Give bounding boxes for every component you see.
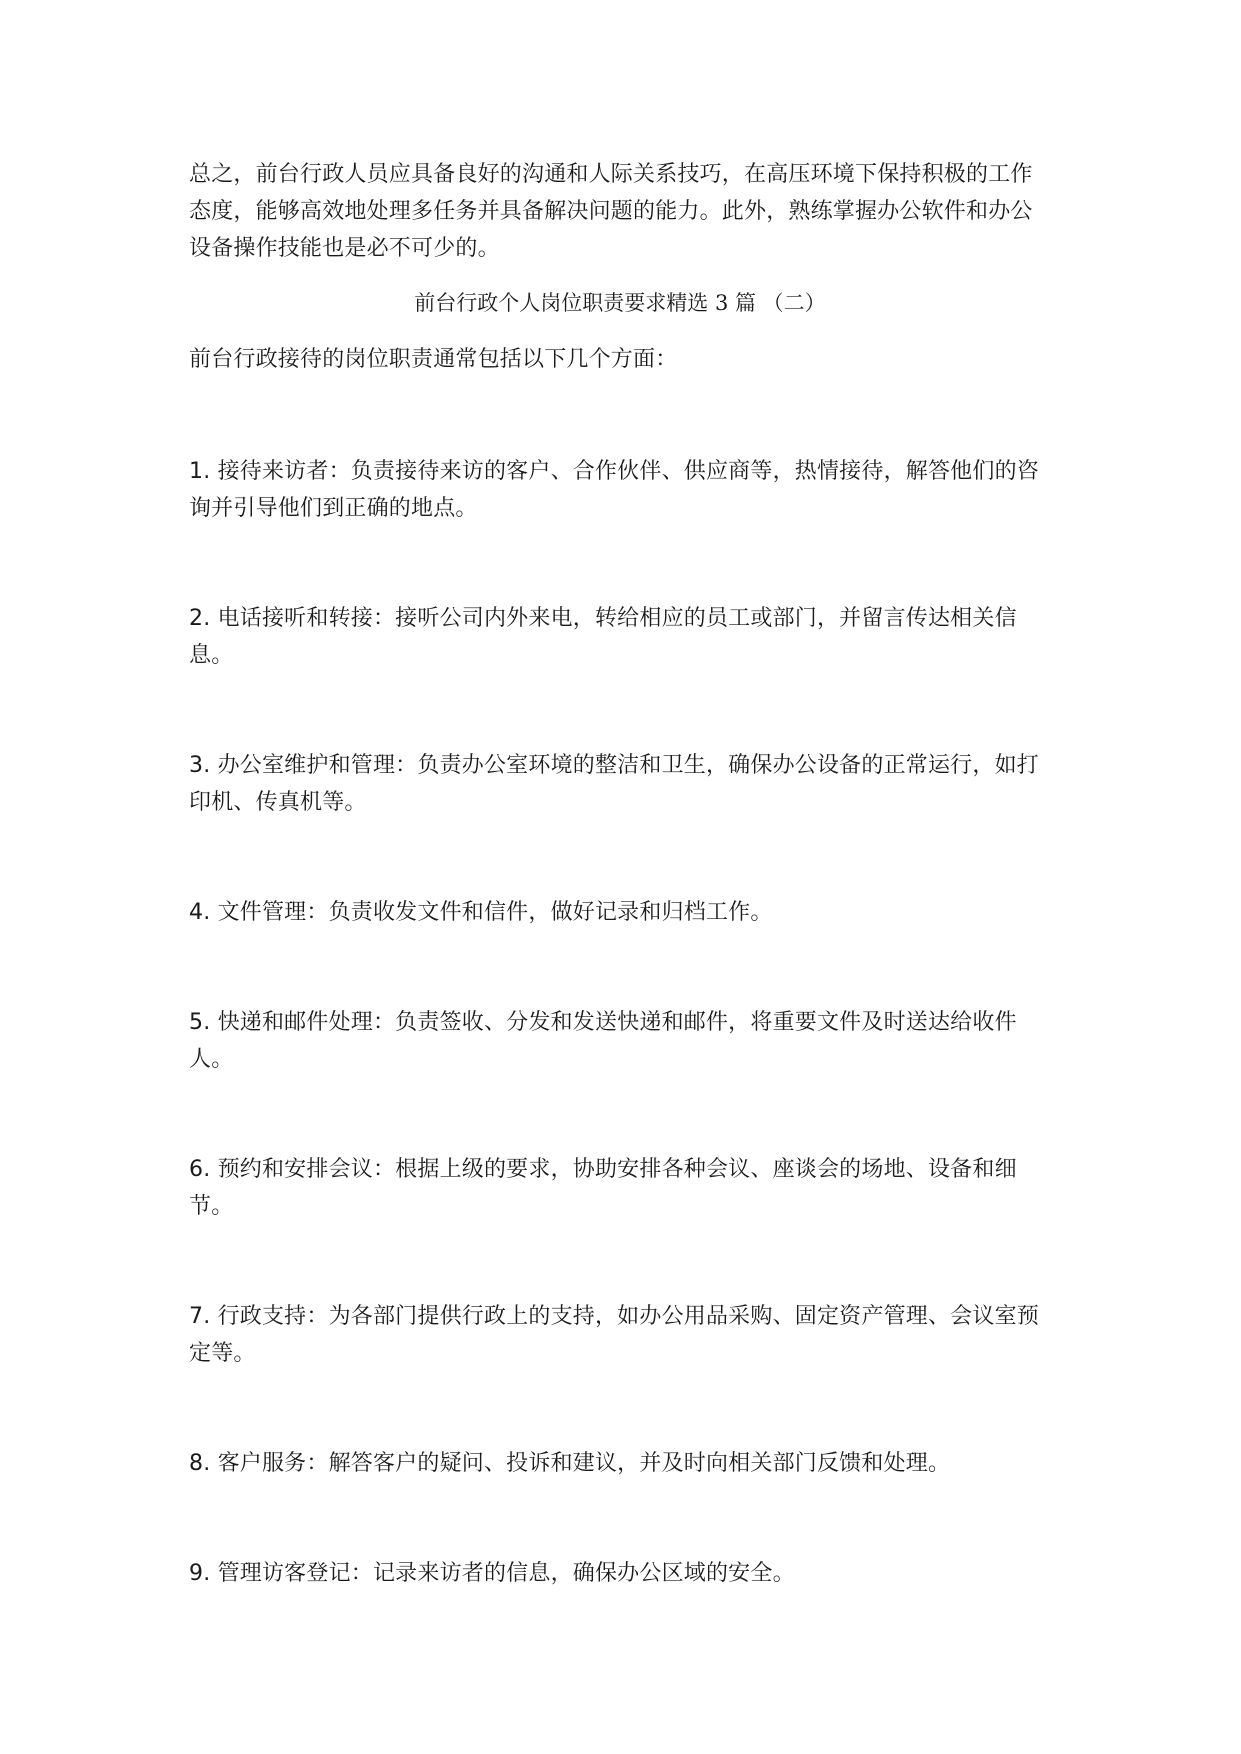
list-item-7: 7. 行政支持：为各部门提供行政上的支持，如办公用品采购、固定资产管理、会议室预定等。 [189, 1304, 1039, 1366]
list-item-1: 1. 接待来访者：负责接待来访的客户、合作伙伴、供应商等，热情接待，解答他们的咨询并引导他们到正确的地点。 [189, 459, 1039, 521]
summary-paragraph: 总之，前台行政人员应具备良好的沟通和人际关系技巧，在高压环境下保持积极的工作态度，能够高效地处理多任务并具备解决问题的能力。此外，熟练掌握办公软件和办公设备操作技能也是必不可少的。 [189, 162, 1033, 261]
list-item-8: 8. 客户服务：解答客户的疑问、投诉和建议，并及时向相关部门反馈和处理。 [189, 1451, 951, 1476]
list-item-4: 4. 文件管理：负责收发文件和信件，做好记录和归档工作。 [189, 900, 773, 925]
list-item-6: 6. 预约和安排会议：根据上级的要求，协助安排各种会议、座谈会的场地、设备和细节。 [189, 1157, 1017, 1219]
section-title: 前台行政个人岗位职责要求精选 3 篇 （二） [414, 291, 826, 315]
list-item-2: 2. 电话接听和转接：接听公司内外来电，转给相应的员工或部门，并留言传达相关信息。 [189, 606, 1017, 668]
list-item-5: 5. 快递和邮件处理：负责签收、分发和发送快递和邮件，将重要文件及时送达给收件人。 [189, 1010, 1017, 1072]
list-item-9: 9. 管理访客登记：记录来访者的信息，确保办公区域的安全。 [189, 1561, 795, 1586]
intro-paragraph: 前台行政接待的岗位职责通常包括以下几个方面： [189, 347, 678, 372]
list-item-3: 3. 办公室维护和管理：负责办公室环境的整洁和卫生，确保办公设备的正常运行，如打印机、传真机等。 [189, 753, 1039, 815]
